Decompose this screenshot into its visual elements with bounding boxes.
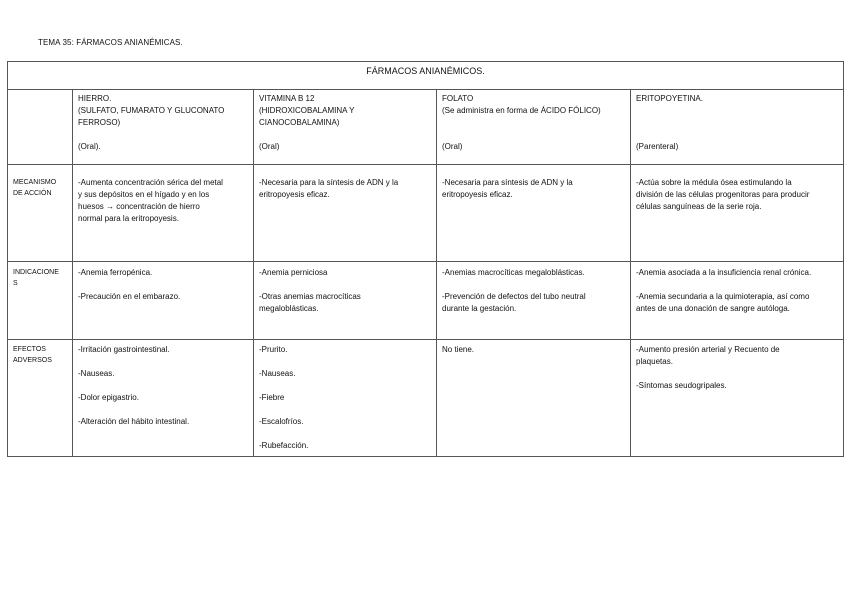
cell-efectos-b12 (254, 340, 437, 457)
list-item: -Anemia secundaria a la quimioterapia, así como antes de una donación de sangre autóloga. (636, 292, 810, 313)
cell-mecanismo-epo (631, 165, 844, 262)
cell-mecanismo-b12 (254, 165, 437, 262)
list-item: -Otras anemias macrocíticas megaloblásticas. (259, 292, 361, 313)
cell-efectos-hierro (73, 340, 254, 457)
list-item: -Anemias macrocíticas megaloblásticas. (442, 268, 585, 277)
row-efectos (8, 340, 844, 457)
cell-indicaciones-b12 (254, 262, 437, 340)
row-label-text: EFECTOS ADVERSOS (13, 346, 52, 364)
list-item: -Síntomas seudogripales. (636, 381, 727, 390)
cell-text: -Necesaria para síntesis de ADN y la eritropoyesis eficaz. (442, 178, 573, 199)
list-item: -Anemia perniciosa (259, 268, 328, 277)
row-label-indicaciones (8, 262, 73, 340)
list-item: -Prurito. (259, 345, 288, 354)
drug-name: FOLATO (442, 94, 474, 103)
list-item: -Nauseas. (78, 369, 115, 378)
row-label-text: MECANISMO DE ACCIÓN (13, 179, 57, 197)
drug-route: (Oral). (78, 142, 101, 151)
drug-compounds: (Se administra en forma de ÁCIDO FÓLICO) (442, 106, 601, 115)
row-label-mecanismo (8, 165, 73, 262)
column-header-folato (437, 90, 631, 165)
cell-mecanismo-hierro (73, 165, 254, 262)
drug-route: (Oral) (442, 142, 463, 151)
drug-compounds: (SULFATO, FUMARATO Y GLUCONATO FERROSO) (78, 106, 225, 127)
drug-route: (Oral) (259, 142, 280, 151)
list-item: No tiene. (442, 345, 475, 354)
list-item: -Precaución en el embarazo. (78, 292, 181, 301)
cell-efectos-folato (437, 340, 631, 457)
column-header-eritropoyetina (631, 90, 844, 165)
cell-text: -Actúa sobre la médula ósea estimulando la división de las células progenitoras para producir células sanguíneas de la serie roja. (636, 178, 810, 211)
cell-indicaciones-folato (437, 262, 631, 340)
drug-route: (Parenteral) (636, 142, 679, 151)
row-label-efectos (8, 340, 73, 457)
cell-mecanismo-folato (437, 165, 631, 262)
list-item: -Rubefacción. (259, 441, 309, 450)
list-item: -Dolor epigastrio. (78, 393, 139, 402)
row-mecanismo (8, 165, 844, 262)
list-item: -Prevención de defectos del tubo neutral durante la gestación. (442, 292, 586, 313)
list-item: -Anemia ferropénica. (78, 268, 153, 277)
drug-name: ERITOPOYETINA. (636, 94, 703, 103)
cell-text: -Necesaria para la síntesis de ADN y la eritropoyesis eficaz. (259, 178, 399, 199)
drug-header-row (8, 90, 844, 165)
row-label-text: INDICACIONE S (13, 269, 59, 287)
cell-text: -Aumenta concentración sérica del metal y sus depósitos en el hígado y en los huesos → concentración de hierro normal para la eritropoyesis. (78, 178, 223, 223)
drug-name: HIERRO. (78, 94, 112, 103)
table-title: FÁRMACOS ANIANÉMICOS. (8, 62, 844, 90)
row-indicaciones (8, 262, 844, 340)
list-item: -Fiebre (259, 393, 285, 402)
document-title: TEMA 35: FÁRMACOS ANIANÉMICAS. (38, 38, 183, 47)
cell-indicaciones-epo (631, 262, 844, 340)
list-item: -Escalofríos. (259, 417, 304, 426)
empty-corner-cell (8, 90, 73, 165)
drug-compounds: (HIDROXICOBALAMINA Y CIANOCOBALAMINA) (259, 106, 355, 127)
list-item: -Nauseas. (259, 369, 296, 378)
list-item: -Alteración del hábito intestinal. (78, 417, 190, 426)
drug-name: VITAMINA B 12 (259, 94, 315, 103)
list-item: -Irritación gastrointestinal. (78, 345, 170, 354)
cell-indicaciones-hierro (73, 262, 254, 340)
cell-efectos-epo (631, 340, 844, 457)
column-header-vitamina-b12 (254, 90, 437, 165)
column-header-hierro (73, 90, 254, 165)
list-item: -Anemia asociada a la insuficiencia renal crónica. (636, 268, 812, 277)
anemia-drugs-table (7, 61, 844, 457)
list-item: -Aumento presión arterial y Recuento de plaquetas. (636, 345, 780, 366)
